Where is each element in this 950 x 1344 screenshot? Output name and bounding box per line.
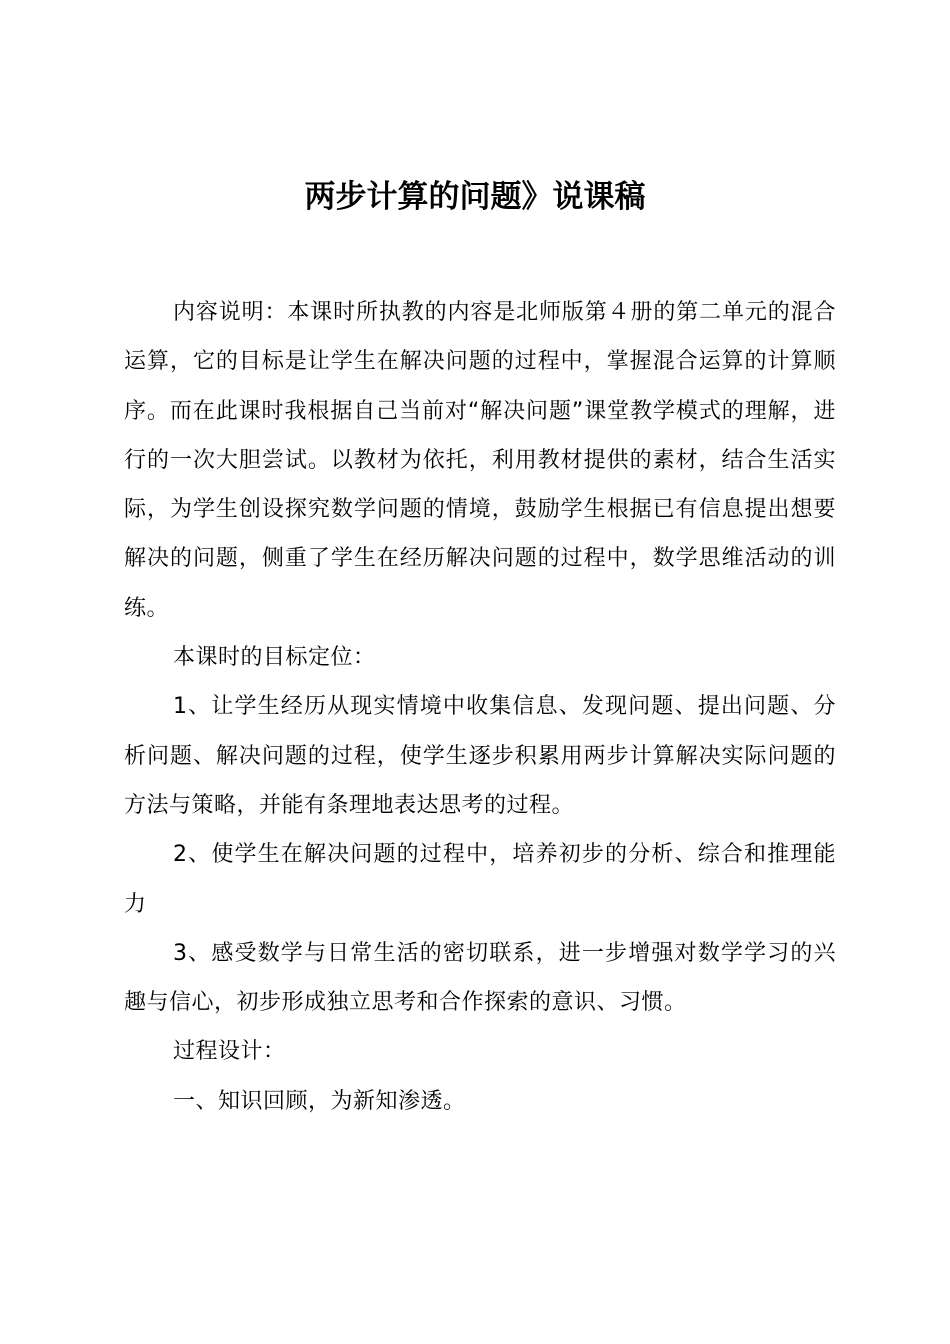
paragraph-goal-2: 2、使学生在解决问题的过程中，培养初步的分析、综合和推理能力 (124, 842, 836, 917)
paragraph-section-1: 一、知识回顾，为新知渗透。 (173, 1088, 466, 1114)
document-title: 两步计算的问题》说课稿 (304, 179, 646, 215)
document-body (124, 288, 836, 1126)
paragraph-content-description: 内容说明：本课时所执教的内容是北师版第４册的第二单元的混合运算，它的目标是让学生在解决问题的过程中，掌握混合运算的计算顺序。而在此课时我根据自己当前对“解决问题”课堂教学模式的理解，进行的一次大胆尝试。以教材为依托，利用教材提供的素材，结合生活实际，为学生创设探究数学问题的情境，鼓励学生根据已有信息提出想要解决的问题，侧重了学生在经历解决问题的过程中，数学思维活动的训练。 (124, 300, 836, 621)
paragraph-goal-1: 1、让学生经历从现实情境中收集信息、发现问题、提出问题、分析问题、解决问题的过程，使学生逐步积累用两步计算解决实际问题的方法与策略，并能有条理地表达思考的过程。 (124, 694, 836, 818)
paragraph-goal-heading: 本课时的目标定位： (173, 645, 376, 671)
paragraph-goal-3: 3、感受数学与日常生活的密切联系，进一步增强对数学学习的兴趣与信心，初步形成独立思考和合作探索的意识、习惯。 (124, 940, 836, 1016)
paragraph-process-heading: 过程设计： (173, 1039, 286, 1065)
